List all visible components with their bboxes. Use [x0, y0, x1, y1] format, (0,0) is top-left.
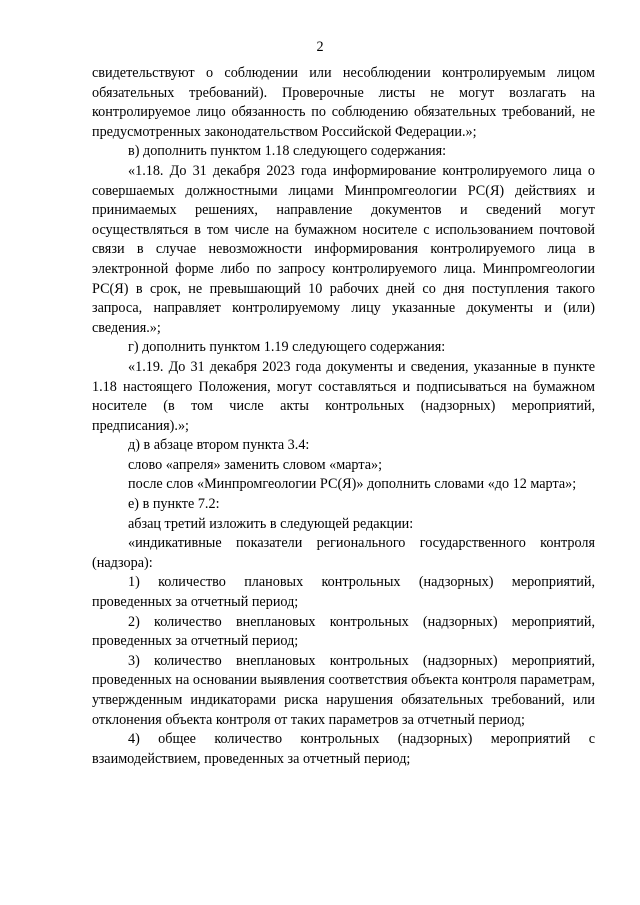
document-body [92, 64, 595, 769]
paragraph-continuation: свидетельствуют о соблюдении или несоблюдении контролируемым лицом обязательных требований). Проверочные листы не могут возлагать на контролируемое лицо обязанность по соблюдению обязательных требований, не предусмотренных законодательством Российской Федерации.»; [92, 65, 595, 140]
list-item-4: 4) общее количество контрольных (надзорных) мероприятий с взаимодействием, проведенных за отчетный период; [92, 731, 595, 767]
paragraph-indicators-intro: «индикативные показатели регионального государственного контроля (надзора): [92, 535, 595, 571]
list-item-1: 1) количество плановых контрольных (надзорных) мероприятий, проведенных за отчетный период; [92, 574, 595, 611]
paragraph-amendment-g: г) дополнить пунктом 1.19 следующего содержания: [128, 339, 446, 356]
paragraph-add-words: после слов «Минпромгеологии РС(Я)» дополнить словами «до 12 марта»; [128, 476, 577, 493]
paragraph-replace-word: слово «апреля» заменить словом «марта»; [128, 456, 383, 473]
paragraph-clause-1-19: «1.19. До 31 декабря 2023 года документы и сведения, указанные в пункте 1.18 настоящего Положения, могут составляться и подписываться на бумажном носителе (в том числе акты контрольных (надзорных) мероприятий, предписания).»; [92, 358, 595, 434]
paragraph-third-subparagraph: абзац третий изложить в следующей редакции: [128, 515, 414, 532]
list-item-3: 3) количество внеплановых контрольных (надзорных) мероприятий, проведенных на основании выявления соответствия объекта контроля параметрам, утвержденным индикаторами риска нарушения обязательных требований, или отклонения объекта контроля от таких параметров за отчетный период; [92, 652, 595, 728]
paragraph-amendment-d: д) в абзаце втором пункта 3.4: [128, 437, 310, 454]
paragraph-amendment-e: е) в пункте 7.2: [128, 496, 220, 513]
paragraph-amendment-v: в) дополнить пунктом 1.18 следующего содержания: [128, 143, 447, 160]
list-item-2: 2) количество внеплановых контрольных (надзорных) мероприятий, проведенных за отчетный период; [92, 613, 595, 650]
page-number: 2 [316, 39, 324, 55]
paragraph-clause-1-18: «1.18. До 31 декабря 2023 года информирование контролируемого лица о совершаемых должностными лицами Минпромгеологии РС(Я) действиях и принимаемых решениях, направление документов и сведений могут осуществляться в том числе на бумажном носителе с использованием почтовой связи в случае невозможности информирования контролируемого лица в электронной форме либо по запросу контролируемого лица. Минпромгеологии РС(Я) в срок, не превышающий 10 рабочих дней со дня поступления такого запроса, направляет контролируемому лицу указанные документы и (или) сведения.»; [92, 162, 595, 336]
